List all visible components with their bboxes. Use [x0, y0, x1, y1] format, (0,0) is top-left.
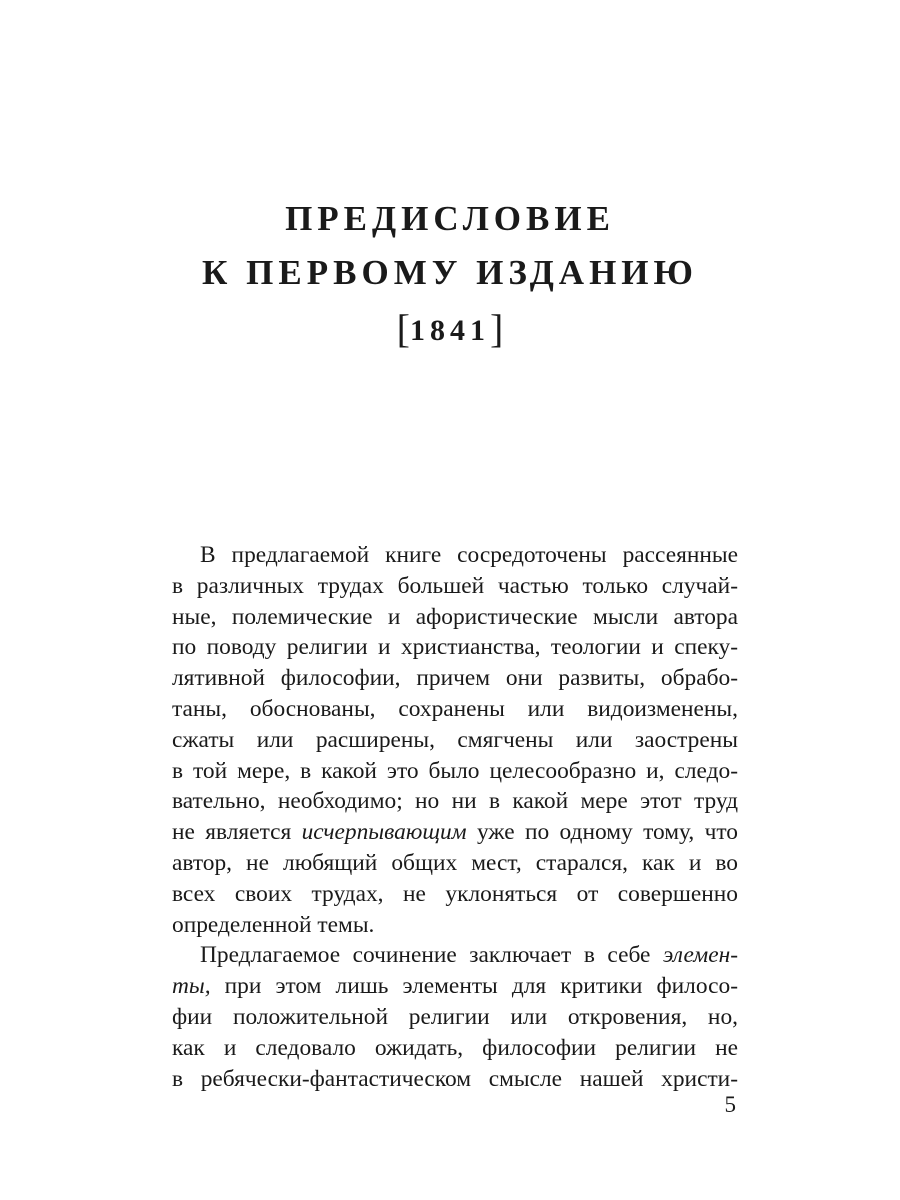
text-line: сжаты или расширены, смягчены или заострены: [172, 726, 738, 753]
text-line: [172, 817, 738, 848]
text-line: по поводу религии и христианства, теологии и спеку-: [172, 634, 738, 661]
text-line: как и следовало ожидать, философии религии не: [172, 1034, 738, 1061]
italic-emphasis: исчерпывающим: [301, 819, 467, 846]
text-line: вательно, необходимо; но ни в какой мере этот труд: [172, 788, 738, 815]
body-text: [172, 540, 738, 1094]
page-number: 5: [724, 1092, 736, 1117]
italic-emphasis: ты,: [172, 973, 211, 1000]
text-line: В предлагаемой книге сосредоточены рассеянные: [200, 542, 738, 568]
text-segment: уже по одному тому, что: [466, 819, 738, 846]
heading-year: 1841: [410, 314, 490, 347]
text-line: [172, 971, 738, 1002]
italic-emphasis: элемен-: [662, 942, 738, 969]
paragraph-2: [172, 940, 738, 1094]
text-line: ные, полемические и афористические мысли автора: [172, 603, 738, 630]
text-segment: не является: [172, 819, 302, 846]
text-segment: Предлагаемое сочинение заключает в себе: [200, 942, 663, 969]
year-bracket-close: ]: [490, 306, 504, 351]
text-line: таны, обоснованы, сохранены или видоизменены,: [172, 695, 738, 722]
chapter-heading: [0, 192, 900, 358]
text-line: автор, не любящий общих мест, старался, как и во: [172, 849, 738, 876]
text-line-last: определенной темы.: [172, 911, 375, 938]
paragraph-1: [172, 540, 738, 940]
year-bracket-open: [: [396, 306, 410, 351]
heading-line-preface: ПРЕДИСЛОВИЕ: [285, 199, 615, 238]
text-line: в той мере, в какой это было целесообразно и, следо-: [172, 757, 738, 784]
heading-line-first-edition: К ПЕРВОМУ ИЗДАНИЮ: [202, 253, 698, 292]
text-line: всех своих трудах, не уклоняться от совершенно: [172, 880, 738, 907]
heading-year-line: [0, 300, 900, 358]
text-line: в ребячески-фантастическом смысле нашей христи-: [172, 1065, 738, 1092]
text-line: лятивной философии, причем они развиты, обрабо-: [172, 665, 738, 692]
text-line: в различных трудах большей частью только случай-: [172, 572, 738, 599]
text-line: фии положительной религии или откровения, но,: [172, 1003, 738, 1030]
text-line: [172, 940, 738, 971]
text-segment: при этом лишь элементы для критики филосо-: [210, 973, 738, 1000]
